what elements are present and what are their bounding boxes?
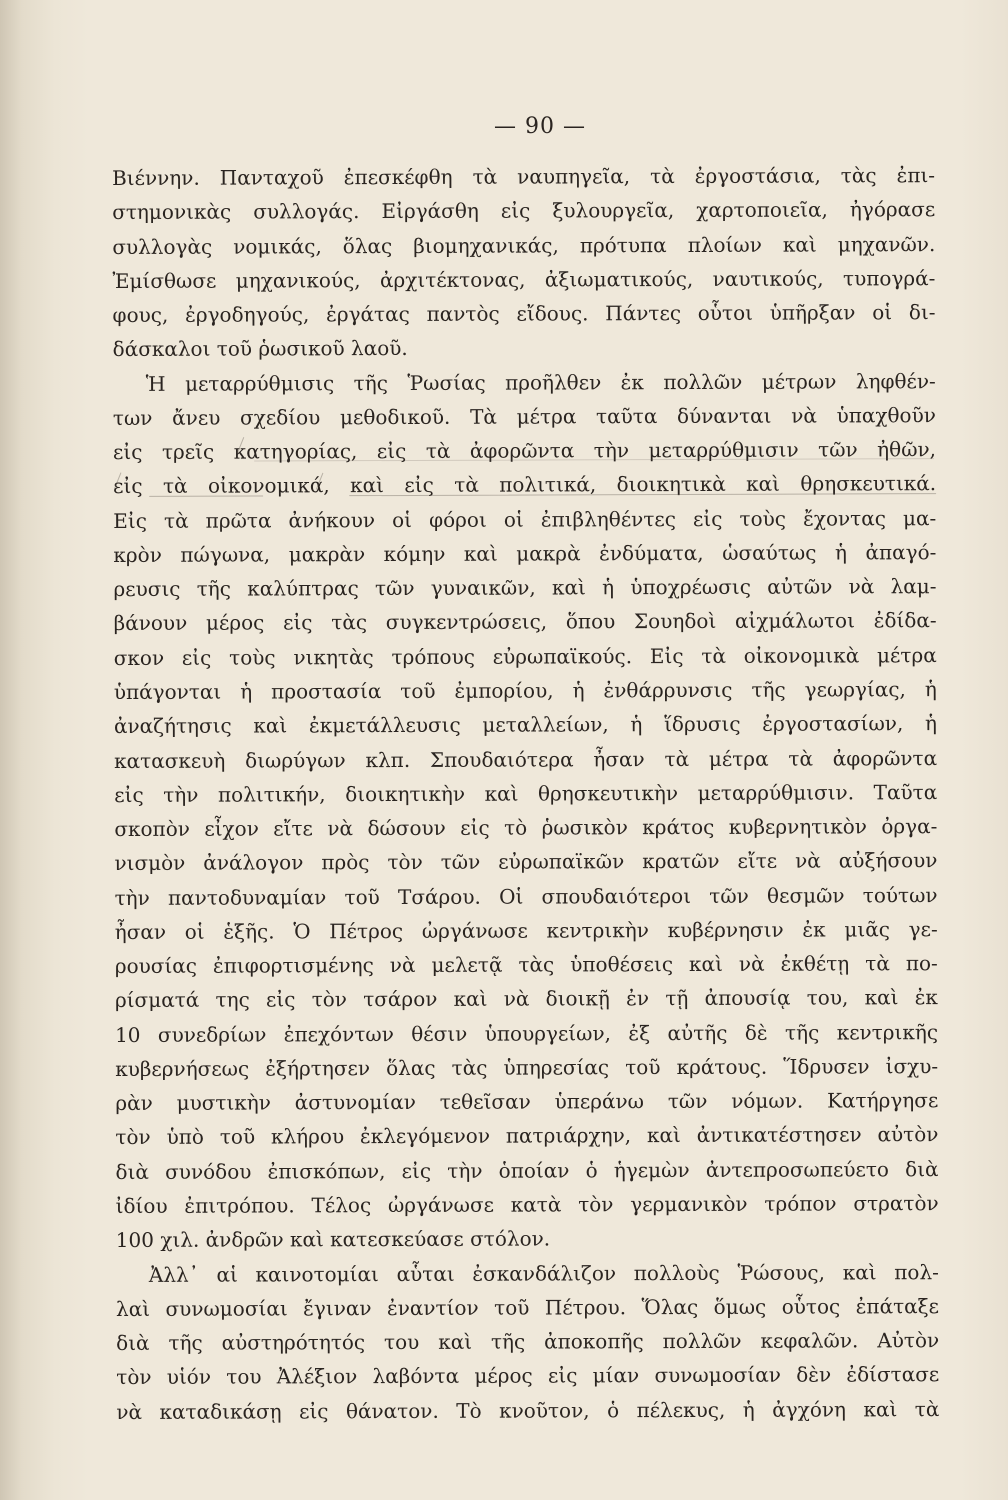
text-line: 100 χιλ. ἀνδρῶν καὶ κατεσκεύασε στόλον. xyxy=(115,1226,551,1253)
text-line: κρὸν πώγωνα, μακρὰν κόμην καὶ μακρὰ ἐνδύματα, ὡσαύτως ἡ ἀπαγό- xyxy=(113,540,937,567)
text-line: ρευσις τῆς καλύπτρας τῶν γυναικῶν, καὶ ἡ ὑποχρέωσις αὐτῶν νὰ λαμ- xyxy=(113,574,937,602)
paragraph xyxy=(112,158,936,366)
body-text xyxy=(112,158,939,1429)
text-line: σκον εἰς τοὺς νικητὰς τρόπους εὐρωπαϊκούς. Εἰς τὰ οἰκονομικὰ μέτρα xyxy=(113,642,937,670)
text-line: κατασκευὴ διωρύγων κλπ. Σπουδαιότερα ἦσαν τὰ μέτρα τὰ ἀφορῶντα xyxy=(114,745,938,773)
text-line: τὸν υἱόν του Ἀλέξιον λαβόντα μέρος εἰς μίαν συνωμοσίαν δὲν ἐδίστασε xyxy=(116,1362,940,1390)
text-line: Ἀλλ᾽ αἱ καινοτομίαι αὗται ἐσκανδάλιζον πολλοὺς Ῥώσους, καὶ πολ- xyxy=(148,1259,939,1287)
text-line: εἰς τὴν πολιτικήν, διοικητικὴν καὶ θρησκευτικὴν μεταρρύθμισιν. Ταῦτα xyxy=(114,779,938,807)
text-line: ρίσματά της εἰς τὸν τσάρον καὶ νὰ διοικῇ ἐν τῇ ἀπουσίᾳ του, καὶ ἐκ xyxy=(114,985,938,1013)
text-line: συλλογὰς νομικάς, ὅλας βιομηχανικάς, πρότυπα πλοίων καὶ μηχανῶν. xyxy=(112,231,936,259)
text-line: τὴν παντοδυναμίαν τοῦ Τσάρου. Οἱ σπουδαιότεροι τῶν θεσμῶν τούτων xyxy=(114,882,938,910)
text-line: Ἐμίσθωσε μηχανικούς, ἀρχιτέκτονας, ἀξιωματικούς, ναυτικούς, τυπογρά- xyxy=(112,265,936,293)
text-line: διὰ τῆς αὐστηρότητός του καὶ τῆς ἀποκοπῆς πολλῶν κεφαλῶν. Αὐτὸν xyxy=(116,1328,940,1356)
text-line: τὸν ὑπὸ τοῦ κλήρου ἐκλεγόμενον πατριάρχην, καὶ ἀντικατέστησεν αὐτὸν xyxy=(115,1122,939,1150)
text-line: Ἡ μεταρρύθμισις τῆς Ῥωσίας προῆλθεν ἐκ πολλῶν μέτρων ληφθέν- xyxy=(145,368,936,396)
text-line: ρουσίας ἐπιφορτισμένης νὰ μελετᾷ τὰς ὑποθέσεις καὶ νὰ ἐκθέτῃ τὰ πο- xyxy=(114,951,938,979)
text-line: των ἄνευ σχεδίου μεθοδικοῦ. Τὰ μέτρα ταῦτα δύνανται νὰ ὑπαχθοῦν xyxy=(112,402,936,430)
text-line: κυβερνήσεως ἐξήρτησεν ὅλας τὰς ὑπηρεσίας τοῦ κράτους. Ἵδρυσεν ἰσχυ- xyxy=(115,1054,939,1081)
text-line: εἰς τὰ οἰκονομικά, καὶ εἰς τὰ πολιτικά, διοικητικὰ καὶ θρησκευτικά. xyxy=(113,471,937,499)
text-line: 10 συνεδρίων ἐπεχόντων θέσιν ὑπουργείων, ἐξ αὐτῆς δὲ τῆς κεντρικῆς xyxy=(115,1019,939,1047)
paragraph xyxy=(116,1255,940,1429)
text-line: σκοπὸν εἶχον εἴτε νὰ δώσουν εἰς τὸ ῥωσικὸν κράτος κυβερνητικὸν ὀργα- xyxy=(114,814,938,842)
text-line: λαὶ συνωμοσίαι ἔγιναν ἐναντίον τοῦ Πέτρου. Ὅλας ὅμως οὗτος ἐπάταξε xyxy=(115,1293,940,1321)
text-line: φους, ἐργοδηγούς, ἐργάτας παντὸς εἴδους. Πάντες οὗτοι ὑπῆρξαν οἱ δι- xyxy=(112,300,936,328)
page-number: — 90 — xyxy=(494,114,586,139)
text-line: ὑπάγονται ἡ προστασία τοῦ ἐμπορίου, ἡ ἐνθάρρυνσις τῆς γεωργίας, ἡ xyxy=(113,677,937,704)
text-line: Βιέννην. Πανταχοῦ ἐπεσκέφθη τὰ ναυπηγεῖα, τὰ ἐργοστάσια, τὰς ἐπι- xyxy=(112,163,936,190)
text-line: βάνουν μέρος εἰς τὰς συγκεντρώσεις, ὅπου Σουηδοὶ αἰχμάλωτοι ἐδίδα- xyxy=(113,608,937,636)
text-line: ἰδίου ἐπιτρόπου. Τέλος ὠργάνωσε κατὰ τὸν γερμανικὸν τρόπον στρατὸν xyxy=(115,1191,939,1218)
text-line: ἀναζήτησις καὶ ἐκμετάλλευσις μεταλλείων, ἡ ἵδρυσις ἐργοστασίων, ἡ xyxy=(113,711,938,739)
text-line: νισμὸν ἀνάλογον πρὸς τὸν τῶν εὐρωπαϊκῶν κρατῶν εἴτε νὰ αὐξήσουν xyxy=(114,848,938,876)
text-line: ἦσαν οἱ ἑξῆς. Ὁ Πέτρος ὠργάνωσε κεντρικὴν κυβέρνησιν ἐκ μιᾶς γε- xyxy=(114,916,938,944)
text-line: δάσκαλοι τοῦ ῥωσικοῦ λαοῦ. xyxy=(112,336,408,362)
text-line: Εἰς τὰ πρῶτα ἀνήκουν οἱ φόροι οἱ ἐπιβληθέντες εἰς τοὺς ἔχοντας μα- xyxy=(113,505,937,533)
text-line: νὰ καταδικάσῃ εἰς θάνατον. Τὸ κνοῦτον, ὁ πέλεκυς, ἡ ἀγχόνη καὶ τὰ xyxy=(116,1396,940,1424)
text-line: διὰ συνόδου ἐπισκόπων, εἰς τὴν ὁποίαν ὁ ἡγεμὼν ἀντεπροσωπεύετο διὰ xyxy=(115,1156,939,1184)
text-line: εἰς τρεῖς κατηγορίας, εἰς τὰ ἀφορῶντα τὴν μεταρρύθμισιν τῶν ἠθῶν, xyxy=(112,437,937,465)
paragraph xyxy=(113,364,939,1258)
text-line: ρὰν μυστικὴν ἀστυνομίαν τεθεῖσαν ὑπεράνω τῶν νόμων. Κατήργησε xyxy=(115,1088,939,1116)
text-line: στημονικὰς συλλογάς. Εἰργάσθη εἰς ξυλουργεῖα, χαρτοποιεῖα, ἠγόρασε xyxy=(112,197,936,225)
